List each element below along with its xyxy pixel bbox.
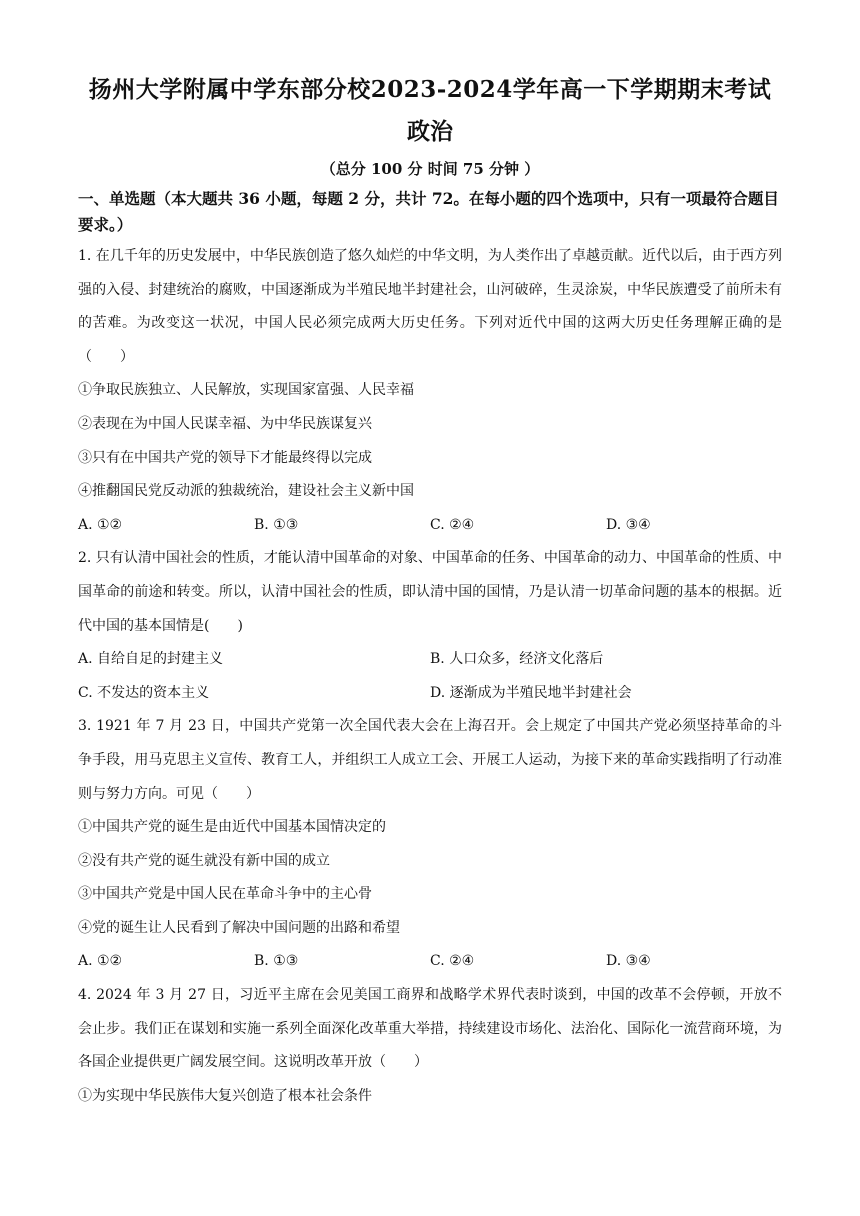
option-a: A. 自给自足的封建主义: [78, 651, 224, 668]
statement: ②没有共产党的诞生就没有新中国的成立: [78, 852, 330, 869]
option-a: A. ①②: [78, 953, 123, 970]
options-row: [78, 677, 782, 711]
exam-subject: 政治: [407, 118, 453, 145]
options-row: [78, 945, 782, 979]
options-row: [78, 643, 782, 677]
statement: ③中国共产党是中国人民在革命斗争中的主心骨: [78, 886, 372, 903]
option-b: B. ①③: [254, 516, 299, 533]
section-heading: 一、单选题（本大题共 36 小题，每题 2 分，共计 72。在每小题的四个选项中，只有一项最符合题目要求。）: [78, 189, 779, 234]
question-stem: 4. 2024 年 3 月 27 日，习近平主席在会见美国工商界和战略学术界代表时谈到，中国的改革不会停顿，开放不会止步。我们正在谋划和实施一系列全面深化改革重大举措，持续建设市场化、法治化、国际化一流营商环境，为各国企业提供更广阔发展空间。这说明改革开放（ ）: [78, 987, 782, 1071]
statement: ②表现在为中国人民谋幸福、为中华民族谋复兴: [78, 415, 372, 432]
question-stem: 1. 在几千年的历史发展中，中华民族创造了悠久灿烂的中华文明，为人类作出了卓越贡献。近代以后，由于西方列强的入侵、封建统治的腐败，中国逐渐成为半殖民地半封建社会，山河破碎，生灵涂炭，中华民族遭受了前所未有的苦难。为改变这一状况，中国人民必须完成两大历史任务。下列对近代中国的这两大历史任务理解正确的是（ ）: [78, 248, 782, 365]
option-b: B. 人口众多，经济文化落后: [430, 651, 604, 668]
option-d: D. 逐渐成为半殖民地半封建社会: [430, 684, 632, 701]
statement: ④推翻国民党反动派的独裁统治，建设社会主义新中国: [78, 483, 414, 500]
question-stem: 3. 1921 年 7 月 23 日，中国共产党第一次全国代表大会在上海召开。会上规定了中国共产党必须坚持革命的斗争手段，用马克思主义宣传、教育工人，并组织工人成立工会、开展工人运动，为接下来的革命实践指明了行动准则与努力方向。可见（ ）: [78, 718, 782, 802]
question-3: [78, 710, 782, 979]
exam-title: 扬州大学附属中学东部分校2023-2024学年高一下学期期末考试: [88, 76, 772, 103]
exam-meta: （总分 100 分 时间 75 分钟 ）: [320, 160, 540, 178]
question-2: [78, 542, 782, 710]
question-1: [78, 240, 782, 542]
option-d: D. ③④: [606, 516, 651, 533]
exam-page: [78, 70, 782, 1113]
option-d: D. ③④: [606, 953, 651, 970]
option-c: C. ②④: [430, 953, 475, 970]
statement: ①中国共产党的诞生是由近代中国基本国情决定的: [78, 819, 386, 836]
statement: ①争取民族独立、人民解放，实现国家富强、人民幸福: [78, 382, 414, 399]
statement: ③只有在中国共产党的领导下才能最终得以完成: [78, 449, 372, 466]
option-c: C. ②④: [430, 516, 475, 533]
option-c: C. 不发达的资本主义: [78, 684, 210, 701]
options-row: [78, 509, 782, 543]
option-a: A. ①②: [78, 516, 123, 533]
statement: ④党的诞生让人民看到了解决中国问题的出路和希望: [78, 919, 400, 936]
option-b: B. ①③: [254, 953, 299, 970]
question-4: [78, 979, 782, 1113]
statement: ①为实现中华民族伟大复兴创造了根本社会条件: [78, 1087, 372, 1104]
question-stem: 2. 只有认清中国社会的性质，才能认清中国革命的对象、中国革命的任务、中国革命的动力、中国革命的性质、中国革命的前途和转变。所以，认清中国社会的性质，即认清中国的国情，乃是认清一切革命问题的基本的根据。近代中国的基本国情是( ): [78, 550, 782, 634]
